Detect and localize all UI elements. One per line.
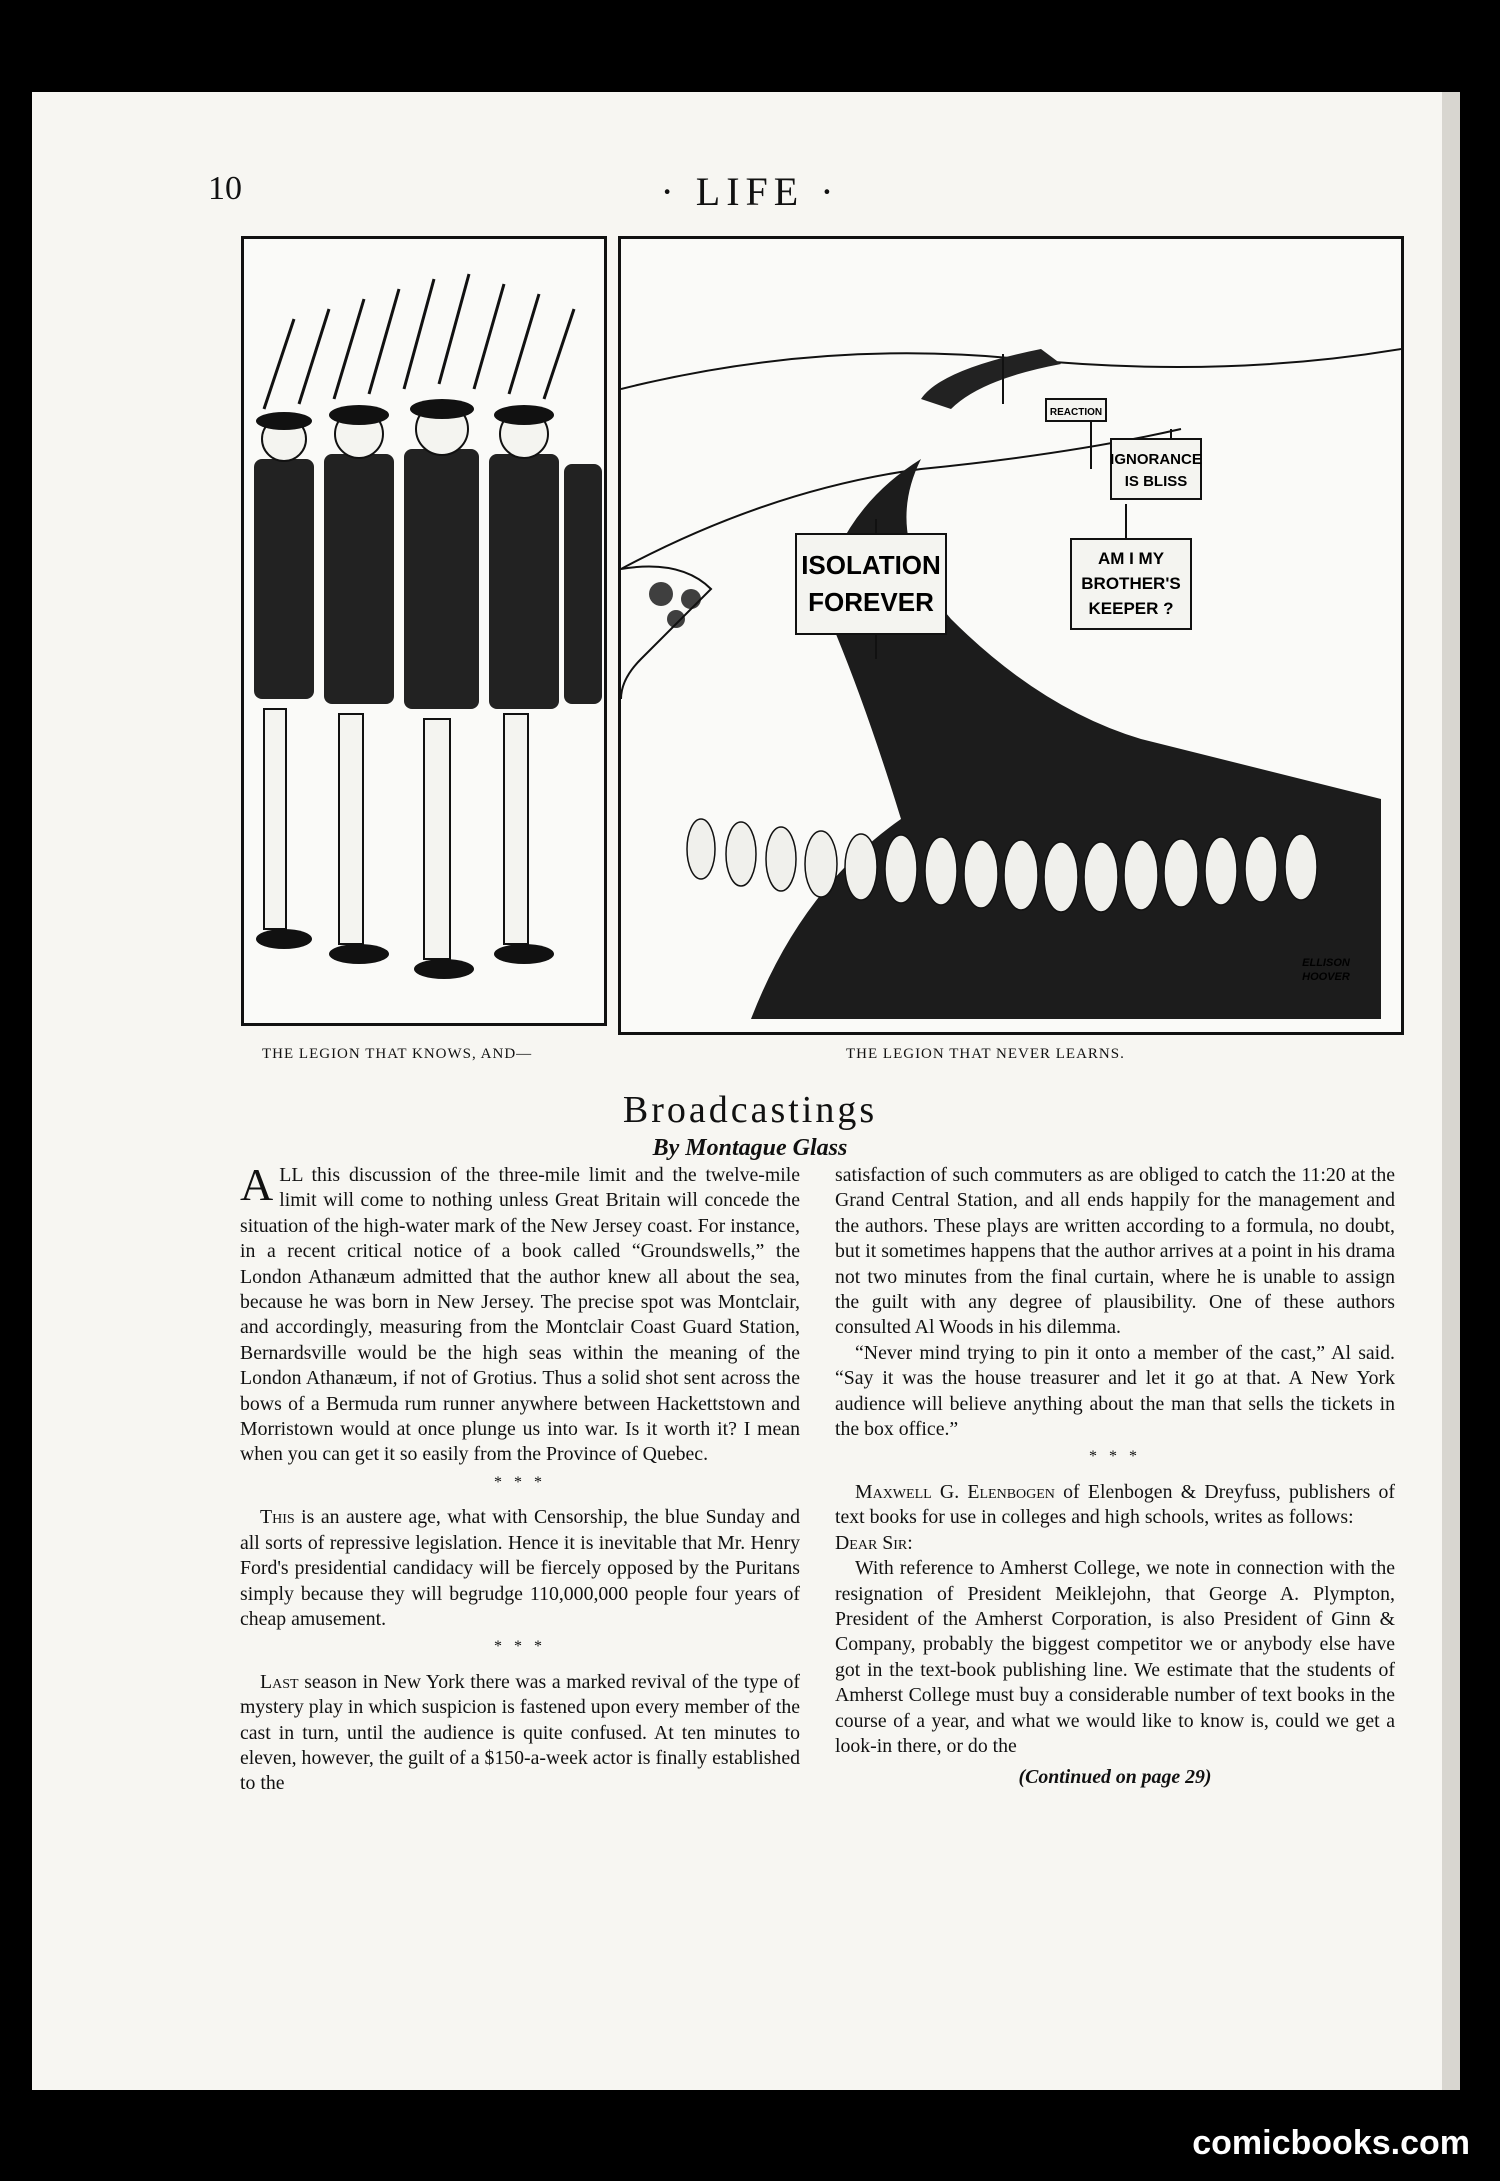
banner-isolation-forever [796, 534, 946, 634]
paragraph: satisfaction of such commuters as are obliged to catch the 11:20 at the Grand Central Station, and all ends happily for the management and the authors. These plays are written according to a formula, no doubt, but it sometimes happens that the author arrives at a point in his drama not two minutes from the final curtain, where he is unable to assign the guilt with any degree of plausibility. One of these authors consulted Al Woods in his dilemma. [835, 1164, 1395, 1339]
cartoon-panel-procession [618, 236, 1404, 1035]
banner-ignorance [1110, 439, 1202, 499]
svg-text:AM I MY: AM I MY [1097, 549, 1165, 568]
banner-reaction [1046, 399, 1106, 421]
svg-text:ISOLATION: ISOLATION [801, 550, 941, 580]
section-break: * * * [494, 1473, 546, 1491]
banner-brothers-keeper [1071, 539, 1191, 629]
paragraph: With reference to Amherst College, we note in connection with the resignation of President Meiklejohn, that George A. Plympton, President of the Amherst Corporation, is also President of Ginn & Company, probably the biggest competitor we or anybody else have got in the text-book publishing line. We estimate that the students of Amherst College must buy a considerable number of text books in the course of a year, and what we would like to know is, could we get a look-in there, or do the [835, 1557, 1395, 1757]
svg-text:IGNORANCE: IGNORANCE [1110, 451, 1202, 468]
paragraph: Maxwell G. Elenbogen of Elenbogen & Dreyfuss, publishers of text books for use in colleges and high schools, writes as follows: [835, 1480, 1395, 1529]
article-column-left [240, 1159, 800, 1797]
paragraph: ALL this discussion of the three-mile limit and the twelve-mile limit will come to nothing unless Great Britain will concede the situation of the high-water mark of the New Jersey coast. For instance, in a recent critical notice of a book called “Groundswells,” the London Athanæum admitted that the author knew all about the sea, because he was born in New Jersey. The precise spot was Montclair, and accordingly, measuring from the Montclair Coast Guard Station, Bernardsville would be the high seas within the meaning of the London Athanæum, if not of Grotius. Thus a solid shot sent across the bows of a Bermuda rum runner anywhere between Hackettstown and Morristown would at once plunge us into war. Is it worth it? I mean when you can get it so easily from the Province of Quebec. [240, 1159, 800, 1466]
svg-text:FOREVER: FOREVER [808, 587, 934, 617]
paragraph: Last season in New York there was a marked revival of the type of mystery play in which suspicion is fastened upon every member of the cast in turn, until the audience is quite confused. At ten minutes to eleven, however, the guilt of a $150-a-week actor is finally established to the [240, 1670, 800, 1795]
svg-text:BROTHER'S: BROTHER'S [1081, 574, 1181, 593]
procession-illustration [621, 239, 1401, 1032]
paragraph: This is an austere age, what with Censorship, the blue Sunday and all sorts of repressive legislation. Hence it is inevitable that Mr. Henry Ford's presidential candidacy will be fiercely opposed by the Puritans simply because they will begrudge 110,000,000 people four years of cheap amusement. [240, 1506, 800, 1630]
artist-signature: ELLISON [1302, 957, 1350, 969]
paragraph: “Never mind trying to pin it onto a member of the cast,” Al said. “Say it was the house treasurer and let it go at that. A New York audience will believe anything about the man that sells the tickets in the box office.” [835, 1341, 1395, 1441]
cartoon-caption-left: THE LEGION THAT KNOWS, AND— [262, 1046, 533, 1062]
drop-cap: A [240, 1159, 274, 1210]
cartoon-caption-right: THE LEGION THAT NEVER LEARNS. [846, 1046, 1125, 1062]
salutation: Dear Sir: [835, 1531, 913, 1554]
article-title: Broadcastings [622, 1089, 878, 1131]
article-byline: By Montague Glass [652, 1135, 848, 1161]
page-number: 10 [208, 170, 242, 207]
soldiers-illustration [244, 239, 604, 1023]
artist-signature: HOOVER [1302, 971, 1350, 983]
svg-text:IS BLISS: IS BLISS [1124, 473, 1188, 490]
svg-text:REACTION: REACTION [1049, 407, 1103, 418]
section-break: * * * [494, 1638, 546, 1656]
section-break: * * * [1089, 1448, 1141, 1466]
continued-note: (Continued on page 29) [1018, 1766, 1212, 1789]
article-column-right [835, 1163, 1395, 1791]
watermark: comicbooks.com [1192, 2124, 1470, 2162]
cartoon-panel-soldiers [241, 236, 607, 1026]
running-head: · LIFE · [660, 169, 840, 214]
svg-text:KEEPER ?: KEEPER ? [1088, 599, 1174, 618]
